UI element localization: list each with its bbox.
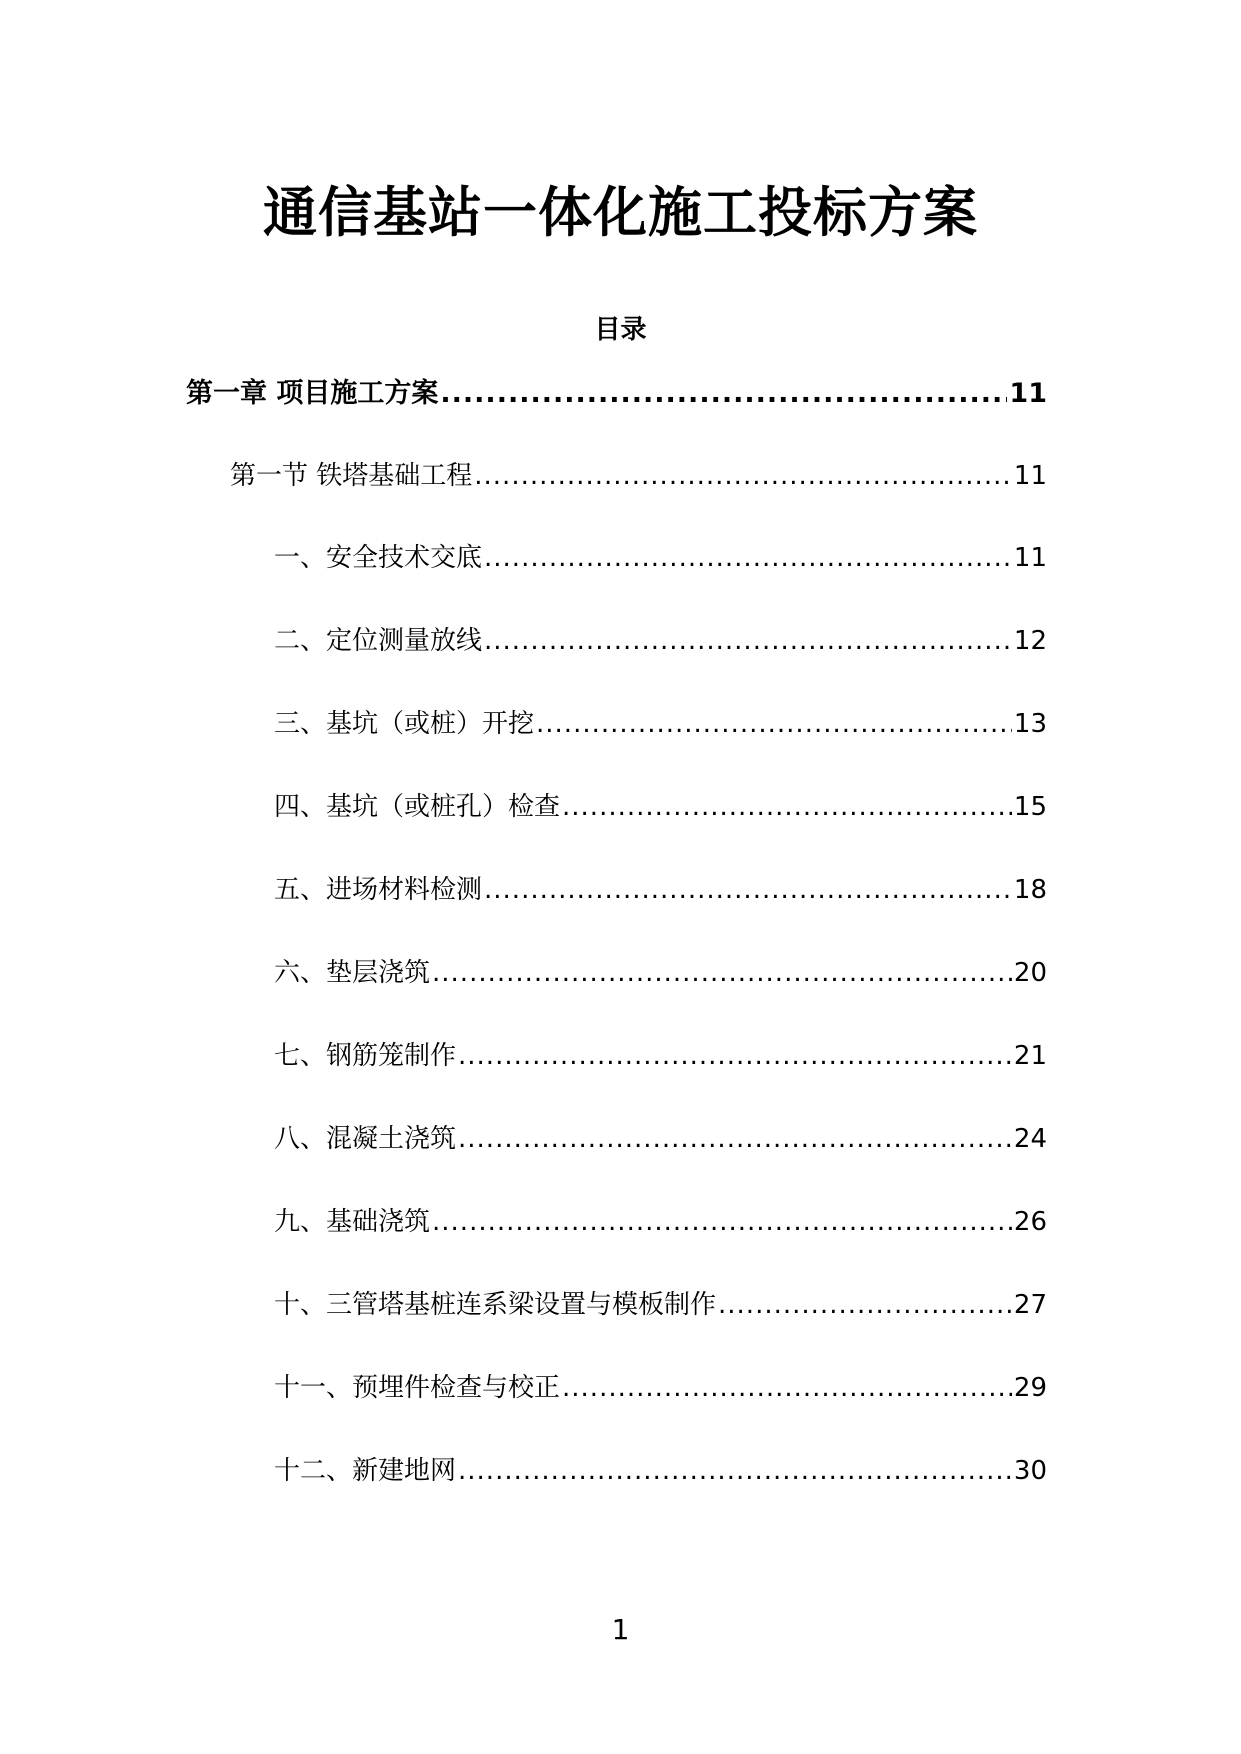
toc-entry-page: 15	[1013, 792, 1047, 822]
toc-entry-item[interactable]	[274, 621, 1047, 661]
toc-entry-page: 30	[1013, 1456, 1047, 1486]
toc-leader-dots	[458, 1119, 1012, 1159]
toc-entry-label: 三、基坑（或桩）开挖	[274, 709, 535, 739]
toc-entry-label: 八、混凝土浇筑	[274, 1124, 457, 1154]
toc-entry-item[interactable]	[274, 1036, 1047, 1076]
toc-entry-chapter-1[interactable]	[186, 374, 1047, 414]
toc-leader-dots	[484, 538, 1012, 578]
toc-entry-page: 18	[1013, 875, 1047, 905]
toc-leader-dots	[432, 953, 1012, 993]
toc-leader-dots	[432, 1202, 1012, 1242]
toc-leader-dots	[484, 621, 1012, 661]
toc-leader-dots	[484, 870, 1012, 910]
toc-entry-page: 20	[1013, 958, 1047, 988]
toc-leader-dots	[718, 1285, 1012, 1325]
document-title: 通信基站一体化施工投标方案	[263, 181, 978, 244]
toc-leader-dots	[458, 1451, 1012, 1491]
toc-entry-label: 十、三管塔基桩连系梁设置与模板制作	[274, 1290, 717, 1320]
toc-entry-label: 十一、预埋件检查与校正	[274, 1373, 561, 1403]
toc-entry-label: 十二、新建地网	[274, 1456, 457, 1486]
toc-entry-page: 21	[1013, 1041, 1047, 1071]
toc-entry-label: 一、安全技术交底	[274, 543, 483, 573]
toc-entry-item[interactable]	[274, 870, 1047, 910]
toc-entry-item[interactable]	[274, 787, 1047, 827]
toc-entry-page: 12	[1013, 626, 1047, 656]
toc-leader-dots	[562, 787, 1012, 827]
page-number: 1	[611, 1613, 630, 1646]
toc-entry-item[interactable]	[274, 1119, 1047, 1159]
toc-entry-label: 第一节 铁塔基础工程	[230, 461, 473, 491]
toc-entry-label: 六、垫层浇筑	[274, 958, 431, 988]
toc-entry-item[interactable]	[274, 953, 1047, 993]
toc-entry-label: 第一章 项目施工方案	[186, 378, 439, 409]
toc-leader-dots	[536, 704, 1012, 744]
toc-entry-label: 二、定位测量放线	[274, 626, 483, 656]
toc-entry-item[interactable]	[274, 1285, 1047, 1325]
toc-entry-page: 13	[1013, 709, 1047, 739]
toc-leader-dots	[562, 1368, 1012, 1408]
toc-entry-item[interactable]	[274, 1368, 1047, 1408]
toc-entry-item[interactable]	[274, 1451, 1047, 1491]
toc-entry-page: 11	[1013, 543, 1047, 573]
toc-entry-label: 七、钢筋笼制作	[274, 1041, 457, 1071]
toc-entry-page: 26	[1013, 1207, 1047, 1237]
toc-entry-item[interactable]	[274, 1202, 1047, 1242]
toc-entry-page: 24	[1013, 1124, 1047, 1154]
toc-entry-item[interactable]	[274, 704, 1047, 744]
toc-entry-page: 11	[1009, 378, 1047, 409]
toc-heading: 目录	[594, 315, 647, 345]
toc-entry-label: 五、进场材料检测	[274, 875, 483, 905]
toc-leader-dots	[440, 374, 1007, 414]
toc-leader-dots	[458, 1036, 1012, 1076]
toc-entry-page: 27	[1013, 1290, 1047, 1320]
toc-entry-page: 29	[1013, 1373, 1047, 1403]
toc-entry-label: 九、基础浇筑	[274, 1207, 431, 1237]
toc-leader-dots	[474, 456, 1012, 496]
toc-entry-page: 11	[1013, 461, 1047, 491]
toc-entry-section-1[interactable]	[230, 456, 1047, 496]
toc-entry-item[interactable]	[274, 538, 1047, 578]
toc-entry-label: 四、基坑（或桩孔）检查	[274, 792, 561, 822]
